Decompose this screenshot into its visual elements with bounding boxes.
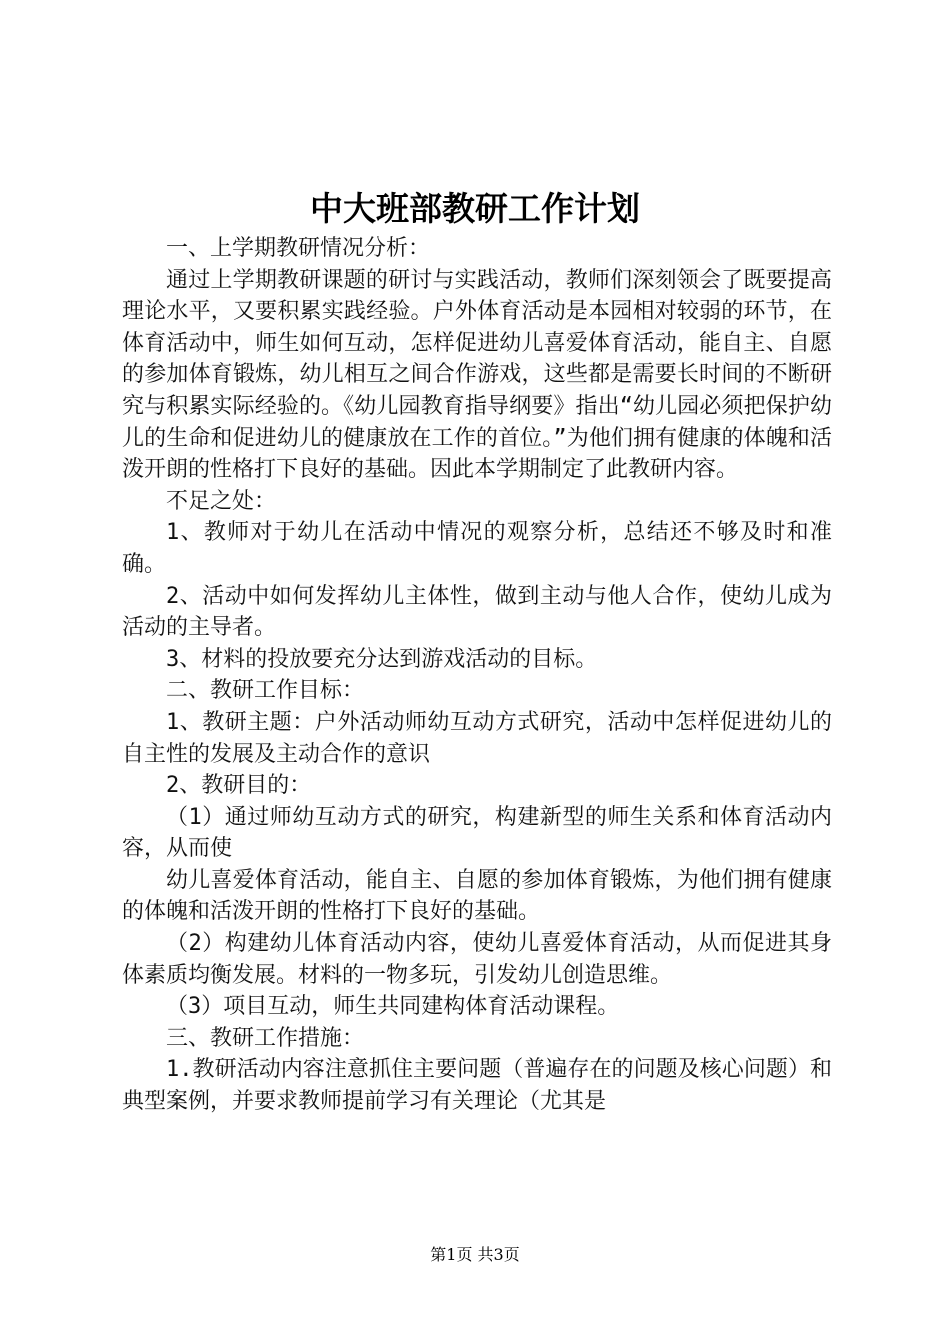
list-item: （1）通过师幼互动方式的研究，构建新型的师生关系和体育活动内容，从而使 — [122, 804, 832, 862]
list-item: 2、教研目的： — [166, 773, 312, 799]
document-body — [122, 233, 832, 1118]
body-paragraph: 通过上学期教研课题的研讨与实践活动，教师们深刻领会了既要提高理论水平，又要积累实践经验。户外体育活动是本园相对较弱的环节，在体育活动中，师生如何互动，怎样促进幼儿喜爱体育活动，能自主、自愿的参加体育锻炼，幼儿相互之间合作游戏，这些都是需要长时间的不断研究与积累实际经验的。《幼儿园教育指导纲要》指出“幼儿园必须把保护幼儿的生命和促进幼儿的健康放在工作的首位。”为他们拥有健康的体魄和活泼开朗的性格打下良好的基础。因此本学期制定了此教研内容。 — [122, 267, 832, 483]
list-item: （3）项目互动，师生共同建构体育活动课程。 — [166, 994, 620, 1020]
document-title: 中大班部教研工作计划 — [310, 189, 640, 228]
section-heading: 一、上学期教研情况分析： — [166, 236, 431, 261]
body-paragraph: 幼儿喜爱体育活动，能自主、自愿的参加体育锻炼，为他们拥有健康的体魄和活泼开朗的性格打下良好的基础。 — [122, 867, 832, 925]
list-item: 1、教师对于幼儿在活动中情况的观察分析，总结还不够及时和准确。 — [122, 520, 832, 577]
list-item: 1.教研活动内容注意抓住主要问题（普遍存在的问题及核心问题）和典型案例，并要求教师提前学习有关理论（尤其是 — [122, 1057, 832, 1115]
section-heading: 三、教研工作措施： — [166, 1025, 365, 1051]
section-heading: 二、教研工作目标： — [166, 678, 365, 704]
page-footer: 第1页 共3页 — [430, 1245, 520, 1264]
list-item: 2、活动中如何发挥幼儿主体性，做到主动与他人合作，使幼儿成为活动的主导者。 — [122, 583, 832, 641]
list-item: （2）构建幼儿体育活动内容，使幼儿喜爱体育活动，从而促进其身体素质均衡发展。材料的一物多玩，引发幼儿创造思维。 — [122, 931, 832, 988]
body-paragraph: 不足之处： — [166, 488, 277, 514]
list-item: 1、教研主题：户外活动师幼互动方式研究，活动中怎样促进幼儿的自主性的发展及主动合作的意识 — [122, 709, 832, 767]
list-item: 3、材料的投放要充分达到游戏活动的目标。 — [166, 646, 598, 672]
